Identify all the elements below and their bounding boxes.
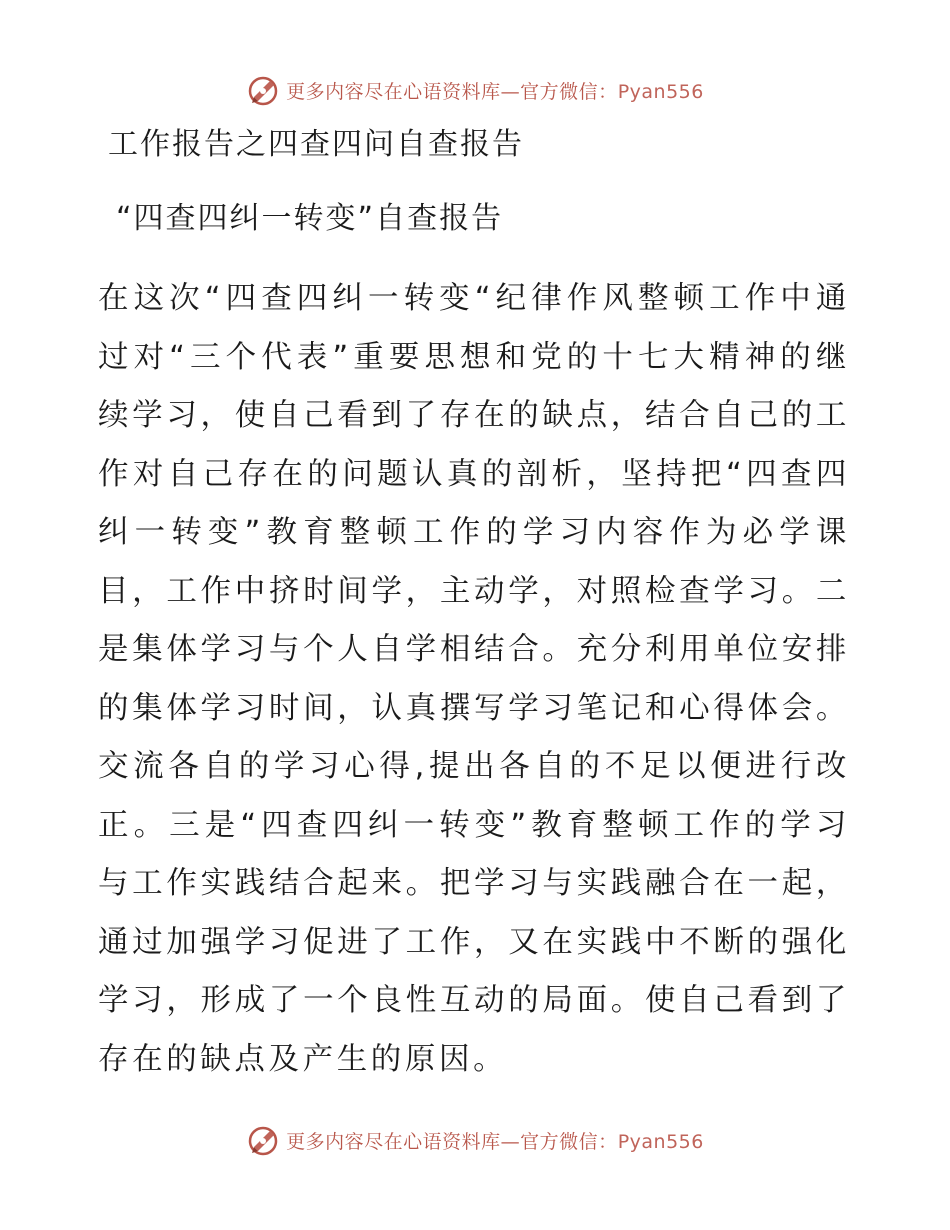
header-banner-separator: — xyxy=(500,80,521,103)
footer-banner-id: Pyan556 xyxy=(617,1130,704,1153)
footer-banner-separator: — xyxy=(500,1130,521,1153)
header-banner-text xyxy=(286,77,704,104)
footer-banner-slogan: 更多内容尽在心语资料库 xyxy=(286,1130,501,1153)
footer-banner-content xyxy=(246,1123,704,1157)
footer-banner-text xyxy=(286,1127,704,1154)
document-body: 在这次“四查四纠一转变“纪律作风整顿工作中通过对“三个代表”重要思想和党的十七大精神的继续学习，使自己看到了存在的缺点，结合自己的工作对自己存在的问题认真的剖析，坚持把“四查四纠一转变”教育整顿工作的学习内容作为必学课目，工作中挤时间学，主动学，对照检查学习。二是集体学习与个人自学相结合。充分利用单位安排的集体学习时间，认真撰写学习笔记和心得体会。交流各自的学习心得,提出各自的不足以便进行改正。三是“四查四纠一转变”教育整顿工作的学习与工作实践结合起来。把学习与实践融合在一起，通过加强学习促进了工作，又在实践中不断的强化学习，形成了一个良性互动的局面。使自己看到了存在的缺点及产生的原因。 xyxy=(98,281,850,1077)
header-banner-contact: 官方微信： xyxy=(520,80,618,103)
header-banner-content xyxy=(246,73,704,107)
footer-banner xyxy=(0,1120,950,1160)
pen-circle-logo-icon xyxy=(246,1123,280,1157)
document-subtitle: “四查四纠一转变”自查报告 xyxy=(116,201,504,236)
footer-banner-contact: 官方微信： xyxy=(520,1130,618,1153)
document-title: 工作报告之四查四问自查报告 xyxy=(108,127,524,162)
header-banner-slogan: 更多内容尽在心语资料库 xyxy=(286,80,501,103)
header-banner xyxy=(0,70,950,110)
header-banner-id: Pyan556 xyxy=(617,80,704,103)
pen-circle-logo-icon xyxy=(246,73,280,107)
